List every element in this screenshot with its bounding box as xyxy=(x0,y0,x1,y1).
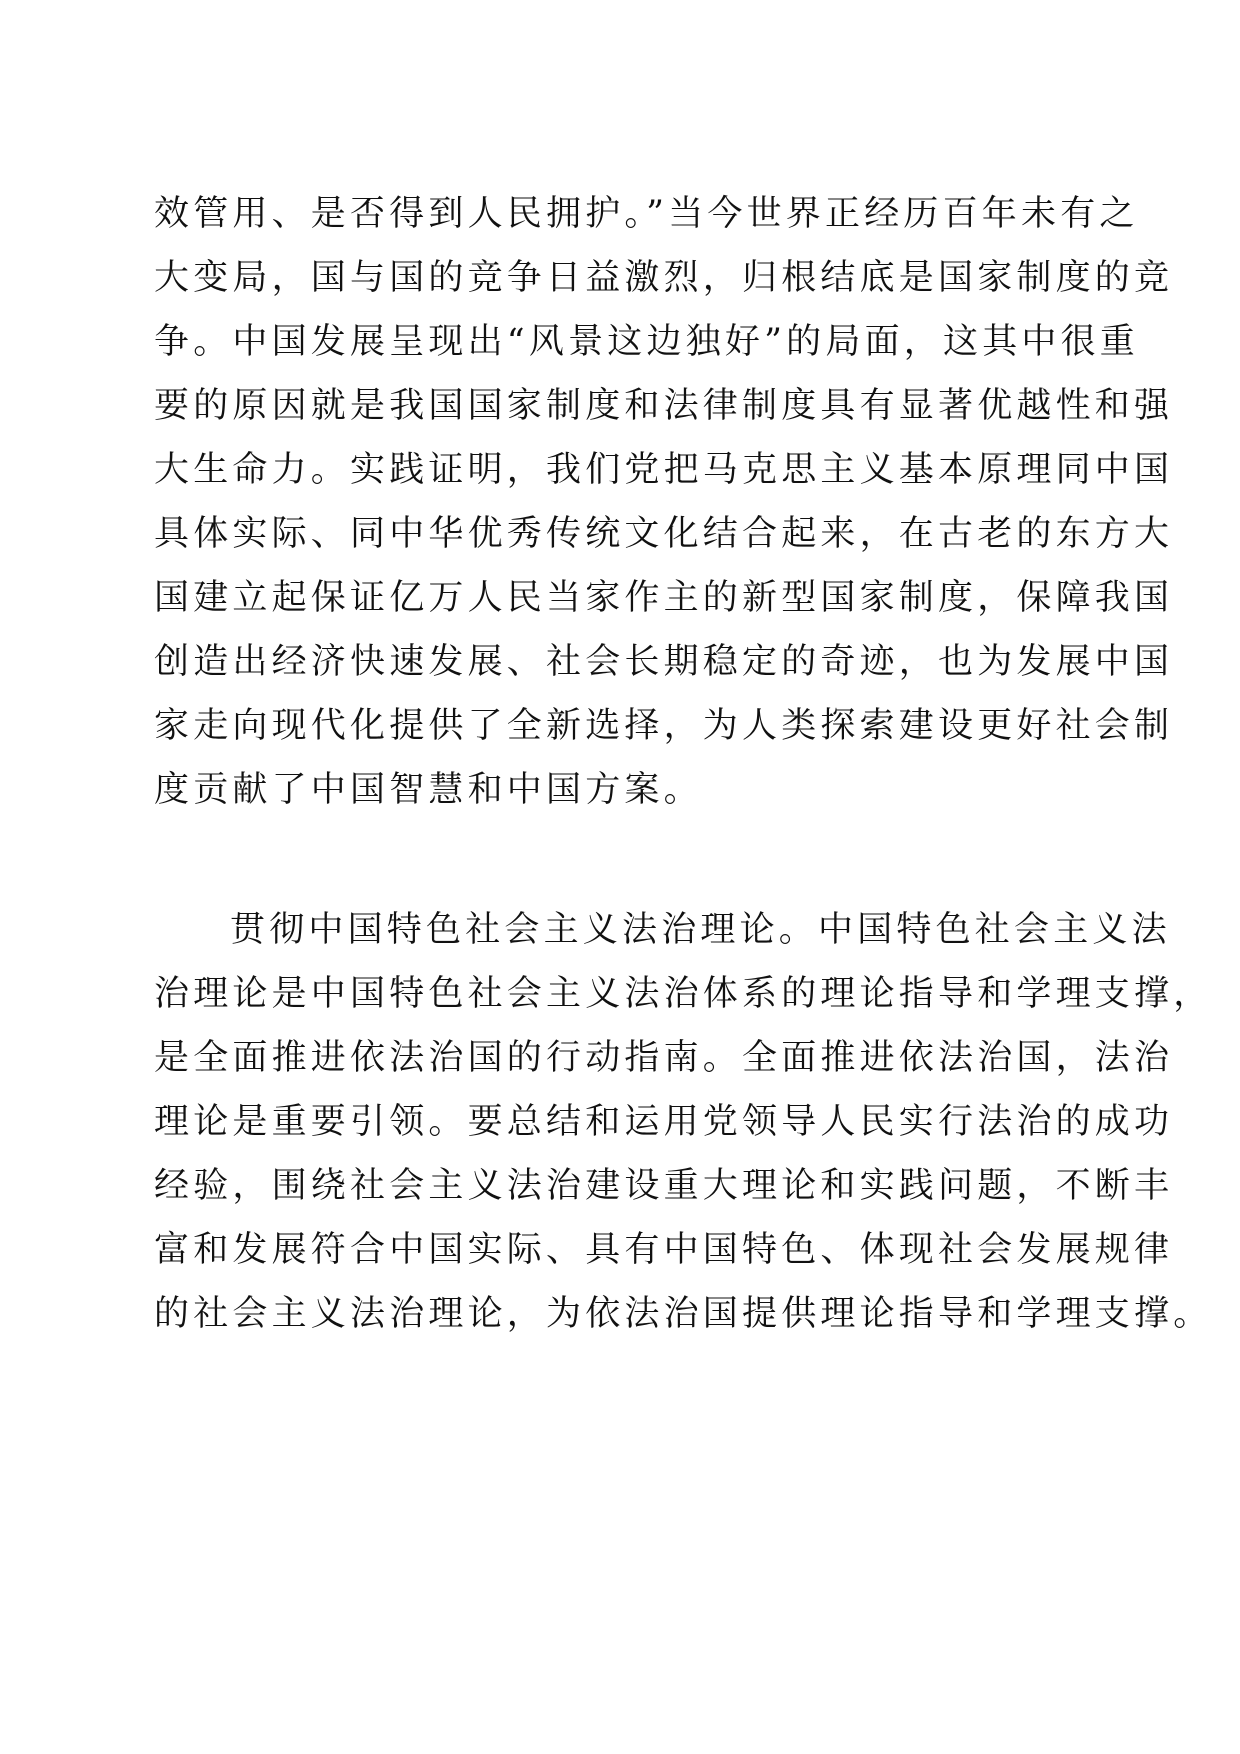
text-line: 国建立起保证亿万人民当家作主的新型国家制度，保障我国 xyxy=(154,578,1174,618)
text-line: 大生命力。实践证明，我们党把马克思主义基本原理同中国 xyxy=(154,450,1174,490)
text-line: 治理论是中国特色社会主义法治体系的理论指导和学理支撑， xyxy=(154,974,1213,1014)
text-line: 理论是重要引领。要总结和运用党领导人民实行法治的成功 xyxy=(154,1102,1174,1142)
text-line: 家走向现代化提供了全新选择，为人类探索建设更好社会制 xyxy=(154,706,1174,746)
text-line: 是全面推进依法治国的行动指南。全面推进依法治国，法治 xyxy=(154,1038,1174,1078)
text-line: 具体实际、同中华优秀传统文化结合起来，在古老的东方大 xyxy=(154,514,1174,554)
text-line: 大变局，国与国的竞争日益激烈，归根结底是国家制度的竞 xyxy=(154,258,1174,298)
text-line: 效管用、是否得到人民拥护。”当今世界正经历百年未有之 xyxy=(154,194,1139,234)
paragraph-rule-of-law-theory xyxy=(154,898,1213,1346)
text-line: 度贡献了中国智慧和中国方案。 xyxy=(154,770,703,810)
text-line-indented: 贯彻中国特色社会主义法治理论。中国特色社会主义法 xyxy=(230,910,1171,950)
text-line: 创造出经济快速发展、社会长期稳定的奇迹，也为发展中国 xyxy=(154,642,1174,682)
text-line: 经验，围绕社会主义法治建设重大理论和实践问题，不断丰 xyxy=(154,1166,1174,1206)
text-line: 争。中国发展呈现出“风景这边独好”的局面，这其中很重 xyxy=(154,322,1139,362)
paragraph-continuation xyxy=(154,182,1174,822)
text-line: 富和发展符合中国实际、具有中国特色、体现社会发展规律 xyxy=(154,1230,1174,1270)
text-line: 的社会主义法治理论，为依法治国提供理论指导和学理支撑。 xyxy=(154,1294,1213,1334)
text-line: 要的原因就是我国国家制度和法律制度具有显著优越性和强 xyxy=(154,386,1174,426)
